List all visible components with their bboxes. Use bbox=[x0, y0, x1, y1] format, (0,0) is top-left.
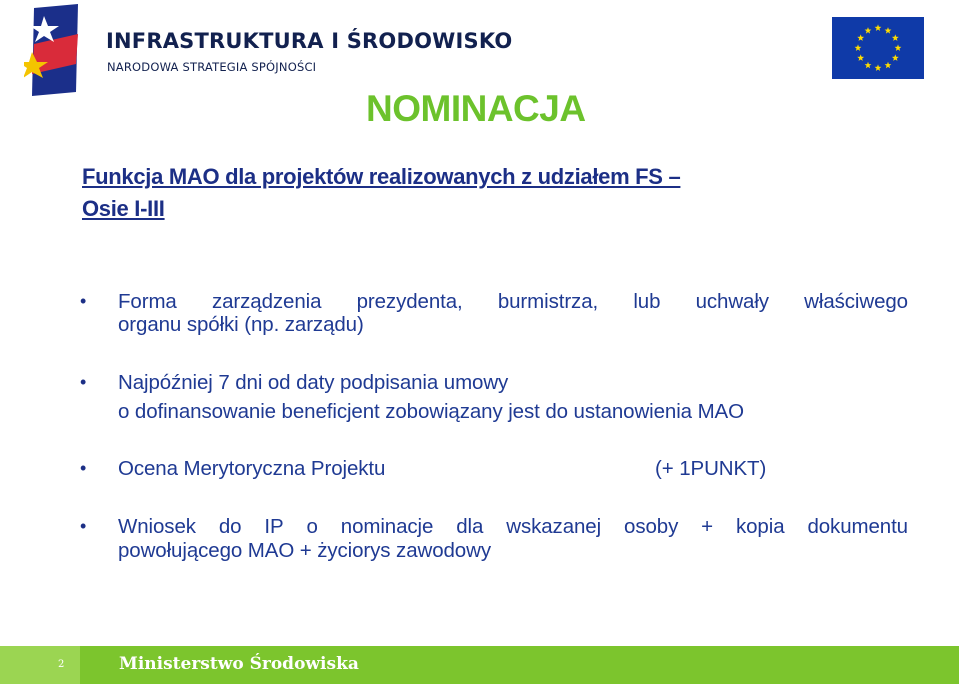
page-number: 2 bbox=[58, 659, 65, 670]
bullet-word: dokumentu bbox=[807, 515, 908, 538]
infrastruktura-logo-icon bbox=[24, 4, 82, 96]
bullet-1-line-1 bbox=[118, 290, 908, 314]
slide-subtitle-line-1: Funkcja MAO dla projektów realizowanych z udziałem FS – bbox=[82, 164, 681, 189]
eu-star-icon bbox=[895, 44, 902, 51]
bullet-word: Wniosek bbox=[118, 515, 196, 538]
eu-star-icon bbox=[855, 44, 862, 51]
eu-star-icon bbox=[857, 54, 864, 61]
eu-star-icon bbox=[865, 62, 872, 69]
bullet-marker: • bbox=[80, 516, 87, 536]
brand-subtitle: NARODOWA STRATEGIA SPÓJNOŚCI bbox=[107, 60, 317, 74]
eu-star-icon bbox=[875, 64, 882, 71]
bullet-word: nominacje bbox=[340, 515, 434, 538]
bullet-3-points: (+ 1PUNKT) bbox=[655, 457, 767, 480]
bullet-word: IP bbox=[264, 515, 284, 538]
bullet-word: zarządzenia bbox=[211, 290, 322, 313]
eu-star-icon bbox=[865, 27, 872, 34]
eu-star-icon bbox=[875, 24, 882, 31]
bullet-word: o bbox=[306, 515, 318, 538]
bullet-word: osoby bbox=[624, 515, 679, 538]
bullet-4-line-1 bbox=[118, 515, 908, 539]
bullet-word: burmistrza, bbox=[497, 290, 599, 313]
bullet-2-line-2: o dofinansowanie beneficjent zobowiązany jest do ustanowienia MAO bbox=[118, 400, 744, 423]
bullet-marker: • bbox=[80, 458, 87, 478]
footer-page-block bbox=[0, 646, 80, 684]
bullet-marker: • bbox=[80, 372, 87, 392]
eu-star-icon bbox=[892, 34, 899, 41]
eu-star-icon bbox=[857, 34, 864, 41]
bullet-word: do bbox=[218, 515, 242, 538]
bullet-2-line-1: Najpóźniej 7 dni od daty podpisania umowy bbox=[118, 371, 509, 394]
eu-star-icon bbox=[885, 62, 892, 69]
bullet-word: wskazanej bbox=[506, 515, 602, 538]
brand-name: INFRASTRUKTURA I ŚRODOWISKO bbox=[106, 29, 513, 53]
eu-star-icon bbox=[892, 54, 899, 61]
bullet-word: lub bbox=[633, 290, 661, 313]
bullet-3-text: Ocena Merytoryczna Projektu bbox=[118, 457, 386, 480]
bullet-marker: • bbox=[80, 291, 87, 311]
bullet-word: właściwego bbox=[804, 290, 908, 313]
bullet-word: Forma bbox=[118, 290, 177, 313]
bullet-4-line-2: powołującego MAO + życiorys zawodowy bbox=[118, 539, 491, 562]
bullet-word: prezydenta, bbox=[356, 290, 463, 313]
bullet-word: kopia bbox=[735, 515, 785, 538]
footer-ministry-name: Ministerstwo Środowiska bbox=[119, 654, 359, 674]
eu-flag-icon bbox=[832, 17, 924, 79]
slide-subtitle-line-2: Osie I-III bbox=[82, 196, 165, 221]
slide-title: NOMINACJA bbox=[366, 88, 586, 129]
bullet-word: dla bbox=[456, 515, 484, 538]
eu-star-icon bbox=[885, 27, 892, 34]
bullet-word: uchwały bbox=[695, 290, 769, 313]
bullet-word: + bbox=[701, 515, 714, 538]
bullet-1-line-2: organu spółki (np. zarządu) bbox=[118, 313, 364, 336]
